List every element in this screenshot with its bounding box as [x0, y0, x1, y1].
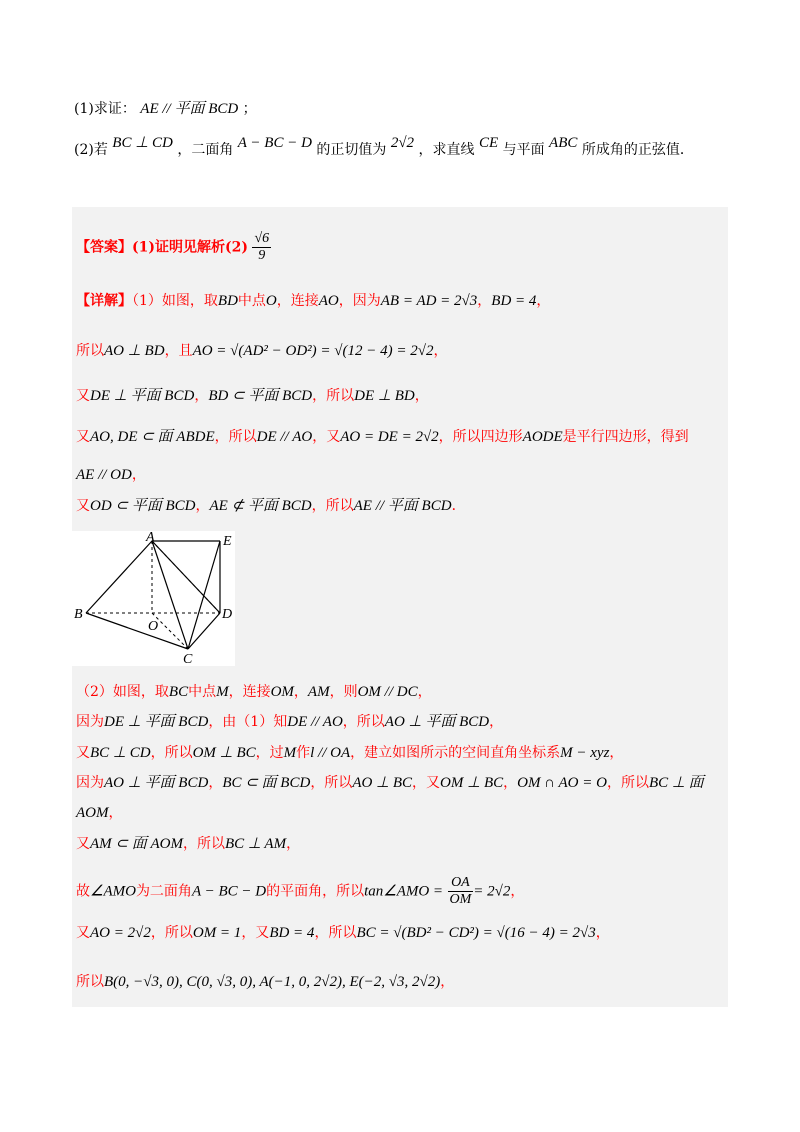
p3-math-3: AO ⊥ 平面 BCD — [384, 714, 490, 730]
p9-text-5: ， — [595, 925, 610, 941]
answer-frac-den: 9 — [258, 248, 266, 263]
detail-line-1 — [76, 291, 550, 311]
l2-text-1: 所以 — [76, 343, 104, 359]
geometry-figure — [72, 531, 235, 666]
p5-math-2: BC ⊂ 面 BCD — [222, 775, 311, 791]
edge-BC — [86, 613, 188, 649]
detail-line-p4 — [76, 743, 623, 763]
l6-text-2: ， — [195, 498, 210, 514]
p8-text-2: 为二面角 — [135, 883, 192, 900]
p4-text-1: 又 — [76, 745, 90, 761]
detail-line-p9 — [76, 923, 610, 943]
l1-text-4: ，因为 — [338, 293, 381, 309]
p9-text-2: ，所以 — [150, 925, 193, 941]
p2-math-5: OM // DC — [357, 684, 418, 700]
p3-text-2: ，由（1）知 — [208, 714, 288, 730]
l1-text-1: （1）如图，取 — [132, 293, 218, 309]
p6-math-1: AOM — [76, 805, 109, 821]
detail-line-p5 — [76, 773, 704, 793]
p8-math-4: = 2√2 — [473, 883, 511, 900]
l1-math-5: BD = 4 — [491, 293, 537, 309]
detail-line-2 — [76, 341, 448, 361]
p4-math-1: BC ⊥ CD — [90, 745, 151, 761]
p9-text-1: 又 — [76, 925, 90, 941]
question-2 — [74, 135, 694, 160]
p2-math-4: AM — [307, 684, 330, 700]
p8-math-2: A − BC − D — [191, 883, 267, 900]
answer-text: (1)证明见解析(2) — [132, 239, 248, 256]
l4-math-4: AODE — [522, 429, 563, 445]
p9-math-4: BC = √(BD² − CD²) = √(16 − 4) = 2√3 — [356, 925, 596, 941]
p5-math-6: BC ⊥ 面 — [648, 775, 704, 791]
l6-text-3: ，所以 — [311, 498, 354, 514]
l6-math-1: OD ⊂ 平面 BCD — [90, 498, 196, 514]
p9-text-4: ，所以 — [314, 925, 357, 941]
p4-text-4: 作 — [296, 745, 311, 761]
label-E: E — [223, 534, 232, 549]
q1-math: AE // 平面 BCD — [140, 101, 239, 117]
detail-tag: 【详解】 — [76, 293, 132, 309]
p4-math-5: M − xyz — [560, 745, 610, 761]
l4-text-3: ，又 — [312, 429, 341, 445]
answer-frac-num: √6 — [254, 231, 270, 246]
p2-math-2: M — [216, 684, 229, 700]
p6-text-1: ， — [108, 805, 123, 821]
p2-math-1: BC — [168, 684, 189, 700]
detail-line-p8 — [76, 875, 524, 908]
p5-text-4: ，又 — [412, 775, 441, 791]
q2-math-1: BC ⊥ CD — [112, 135, 173, 151]
p5-text-2: ， — [208, 775, 223, 791]
q2-text-2: 的正切值为 — [316, 142, 387, 158]
l1-math-1: BD — [217, 293, 238, 309]
answer-fraction — [252, 231, 271, 264]
l3-text-3: ，所以 — [312, 388, 355, 404]
l1-math-3: AO — [318, 293, 339, 309]
p2-text-3: ，连接 — [228, 684, 271, 700]
l5-math-1: AE // OD — [76, 467, 132, 483]
p10-text-1: 所以 — [76, 974, 104, 990]
detail-line-6 — [76, 496, 466, 516]
p5-text-3: ，所以 — [310, 775, 353, 791]
q2-math-5: ABC — [549, 135, 578, 151]
p7-math-1: AM ⊂ 面 AOM — [90, 836, 183, 852]
p10-math-1: B(0, −√3, 0), C(0, √3, 0), A(−1, 0, 2√2), E(−2, √3, 2√2) — [104, 974, 441, 990]
p7-text-1: 又 — [76, 836, 90, 852]
p4-text-6: ， — [609, 745, 624, 761]
p3-text-3: ，所以 — [342, 714, 385, 730]
figure-svg — [72, 531, 235, 666]
q2-text-1: ，二面角 — [177, 142, 234, 158]
l4-text-4: ，所以四边形 — [438, 429, 523, 445]
edge-AB — [86, 541, 152, 613]
p3-text-4: ， — [489, 714, 504, 730]
p5-text-1: 因为 — [76, 775, 104, 791]
label-D: D — [222, 607, 233, 622]
p9-math-3: BD = 4 — [269, 925, 315, 941]
l4-math-1: AO, DE ⊂ 面 ABDE — [90, 429, 215, 445]
detail-line-5 — [76, 465, 146, 485]
p8-math-1: ∠AMO — [90, 883, 136, 900]
p5-math-1: AO ⊥ 平面 BCD — [104, 775, 209, 791]
q2-math-3: 2√2 — [390, 135, 415, 151]
label-A: A — [146, 531, 155, 545]
p8-frac-den: OM — [449, 892, 472, 907]
p4-math-3: M — [283, 745, 297, 761]
p3-math-1: DE ⊥ 平面 BCD — [104, 714, 209, 730]
l6-text-1: 又 — [76, 498, 90, 514]
q1-prefix: (1)求证： — [74, 101, 136, 117]
l3-text-1: 又 — [76, 388, 90, 404]
detail-line-4 — [76, 427, 689, 447]
p8-frac-num: OA — [448, 875, 474, 892]
p4-math-4: l // OA — [310, 745, 351, 761]
l3-math-3: DE ⊥ BD — [354, 388, 415, 404]
p8-text-1: 故 — [76, 883, 90, 900]
q1-end: ； — [242, 101, 257, 117]
question-1 — [74, 99, 257, 119]
l4-text-5: 是平行四边形，得到 — [562, 429, 689, 445]
detail-line-p2 — [76, 682, 432, 702]
l6-text-4: ． — [451, 498, 466, 514]
p2-text-6: ， — [417, 684, 432, 700]
p9-math-1: AO = 2√2 — [90, 925, 151, 941]
q2-text-3: ，求直线 — [418, 142, 475, 158]
l4-text-1: 又 — [76, 429, 90, 445]
p4-text-3: ，过 — [255, 745, 284, 761]
q2-prefix: (2)若 — [74, 142, 108, 158]
label-C: C — [183, 652, 193, 666]
q2-text-5: 所成角的正弦值． — [581, 142, 694, 158]
p10-text-2: ， — [440, 974, 455, 990]
p7-text-3: ， — [286, 836, 301, 852]
p2-math-3: OM — [270, 684, 294, 700]
p7-math-2: BC ⊥ AM — [224, 836, 287, 852]
l1-math-2: O — [265, 293, 277, 309]
detail-line-p3 — [76, 712, 503, 732]
p2-text-4: ， — [293, 684, 308, 700]
l3-math-2: BD ⊂ 平面 BCD — [208, 388, 313, 404]
detail-line-p10 — [76, 972, 454, 992]
p7-text-2: ，所以 — [182, 836, 225, 852]
p5-text-5: ， — [503, 775, 518, 791]
p8-text-4: ， — [510, 883, 525, 900]
l2-text-3: ， — [433, 343, 448, 359]
edge-CE — [188, 541, 220, 649]
q2-math-2: A − BC − D — [237, 135, 312, 151]
p4-math-2: OM ⊥ BC — [192, 745, 256, 761]
l3-text-4: ， — [414, 388, 429, 404]
p9-text-3: ，又 — [241, 925, 270, 941]
label-O: O — [148, 619, 159, 634]
detail-line-p7 — [76, 834, 300, 854]
l6-math-3: AE // 平面 BCD — [353, 498, 452, 514]
l4-text-2: ，所以 — [214, 429, 257, 445]
p4-text-5: ，建立如图所示的空间直角坐标系 — [350, 745, 561, 761]
q2-text-4: 与平面 — [502, 142, 545, 158]
l2-text-2: ，且 — [164, 343, 193, 359]
l4-math-2: DE // AO — [256, 429, 313, 445]
p3-text-1: 因为 — [76, 714, 104, 730]
p8-fraction — [448, 875, 474, 908]
p5-math-5: OM ∩ AO = O — [517, 775, 607, 791]
p2-text-2: 中点 — [188, 684, 217, 700]
label-B: B — [74, 607, 83, 622]
l2-math-1: AO ⊥ BD — [104, 343, 165, 359]
detail-line-3 — [76, 386, 429, 406]
p4-text-2: ，所以 — [150, 745, 193, 761]
l6-math-2: AE ⊄ 平面 BCD — [209, 498, 312, 514]
l4-math-3: AO = DE = 2√2 — [340, 429, 439, 445]
answer-tag: 【答案】 — [76, 239, 132, 256]
l5-text-1: ， — [131, 467, 146, 483]
p2-text-1: （2）如图，取 — [76, 684, 169, 700]
answer-line — [76, 231, 271, 264]
l1-math-4: AB = AD = 2√3 — [380, 293, 478, 309]
l1-text-3: ，连接 — [276, 293, 319, 309]
p9-math-2: OM = 1 — [192, 925, 242, 941]
solution-panel — [72, 207, 728, 1007]
p3-math-2: DE // AO — [287, 714, 343, 730]
p8-text-3: 的平面角，所以 — [266, 883, 365, 900]
detail-line-p6 — [76, 803, 123, 823]
l2-math-2: AO = √(AD² − OD²) = √(12 − 4) = 2√2 — [192, 343, 434, 359]
p5-text-6: ，所以 — [606, 775, 649, 791]
l1-text-6: ， — [536, 293, 551, 309]
l3-text-2: ， — [194, 388, 209, 404]
q2-math-4: CE — [478, 135, 499, 151]
p5-math-3: AO ⊥ BC — [352, 775, 413, 791]
l3-math-1: DE ⊥ 平面 BCD — [90, 388, 195, 404]
p5-math-4: OM ⊥ BC — [440, 775, 504, 791]
l1-text-5: ， — [477, 293, 492, 309]
p8-math-3: tan∠AMO = — [364, 883, 444, 900]
p2-text-5: ，则 — [329, 684, 358, 700]
l1-text-2: 中点 — [237, 293, 266, 309]
